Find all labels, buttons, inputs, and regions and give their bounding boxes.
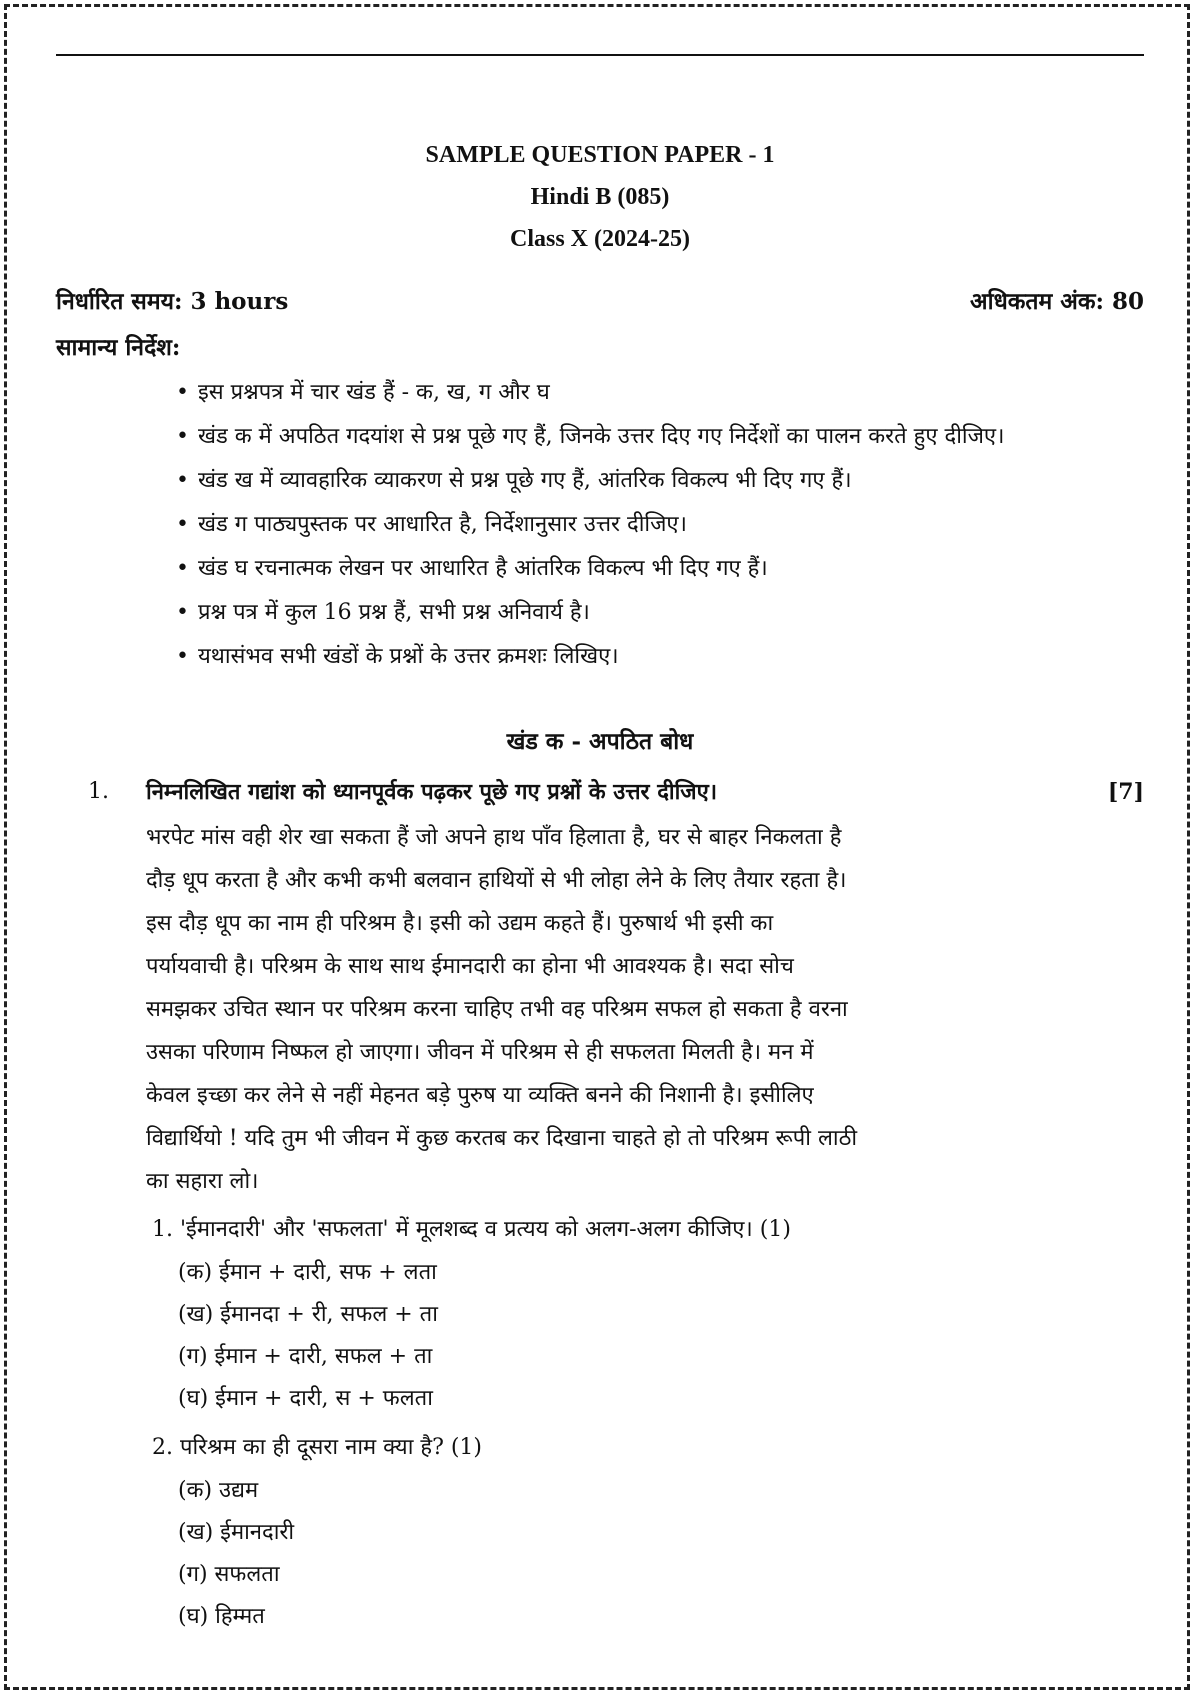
instructions-list	[176, 374, 1144, 682]
top-rule	[56, 54, 1144, 56]
question-number: 1.	[88, 779, 109, 804]
paper-title: SAMPLE QUESTION PAPER - 1	[425, 142, 775, 168]
passage-line: पर्यायवाची है। परिश्रम के साथ साथ ईमानदारी का होना भी आवश्यक है। सदा सोच	[146, 954, 794, 979]
instruction-item: • इस प्रश्नपत्र में चार खंड हैं - क, ख, ग और घ	[176, 374, 1144, 412]
answer-option: (ग) सफलता	[178, 1562, 280, 1587]
paper-subject: Hindi B (085)	[530, 184, 670, 210]
passage	[146, 816, 1144, 1203]
answer-option: (ग) ईमान + दारी, सफल + ता	[178, 1344, 433, 1369]
instruction-item: • खंड घ रचनात्मक लेखन पर आधारित है आंतरिक विकल्प भी दिए गए हैं।	[176, 550, 1144, 588]
general-instructions-title: सामान्य निर्देश:	[56, 334, 181, 361]
answer-option: (क) ईमान + दारी, सफ + लता	[178, 1260, 437, 1285]
passage-line: इस दौड़ धूप का नाम ही परिश्रम है। इसी को उद्यम कहते हैं। पुरुषार्थ भी इसी का	[146, 911, 774, 936]
sub-questions	[152, 1208, 1144, 1644]
sub-question	[152, 1208, 1144, 1420]
section-title: खंड क - अपठित बोध	[506, 728, 694, 755]
meta-row	[56, 284, 1144, 320]
instruction-item: • यथासंभव सभी खंडों के प्रश्नों के उत्तर क्रमशः लिखिए।	[176, 638, 1144, 676]
instruction-item: • खंड ग पाठ्यपुस्तक पर आधारित है, निर्देशानुसार उत्तर दीजिए।	[176, 506, 1144, 544]
sub-question-stem: 2. परिश्रम का ही दूसरा नाम क्या है? (1)	[152, 1435, 483, 1460]
sub-question	[152, 1426, 1144, 1638]
question-paper	[56, 0, 1144, 1700]
passage-line: समझकर उचित स्थान पर परिश्रम करना चाहिए तभी वह परिश्रम सफल हो सकता है वरना	[146, 997, 848, 1022]
answer-option: (घ) ईमान + दारी, स + फलता	[178, 1386, 433, 1411]
passage-line: भरपेट मांस वही शेर खा सकता हैं जो अपने हाथ पाँव हिलाता है, घर से बाहर निकलता है	[146, 825, 842, 850]
question-text: निम्नलिखित गद्यांश को ध्यानपूर्वक पढ़कर पूछे गए प्रश्नों के उत्तर दीजिए।	[146, 779, 718, 805]
passage-line: केवल इच्छा कर लेने से नहीं मेहनत बड़े पुरुष या व्यक्ति बनने की निशानी है। इसीलिए	[146, 1083, 814, 1108]
passage-line: विद्यार्थियो ! यदि तुम भी जीवन में कुछ करतब कर दिखाना चाहते हो तो परिश्रम रूपी लाठी	[146, 1126, 858, 1151]
instruction-item: • खंड ख में व्यावहारिक व्याकरण से प्रश्न पूछे गए हैं, आंतरिक विकल्प भी दिए गए हैं।	[176, 462, 1144, 500]
passage-line: उसका परिणाम निष्फल हो जाएगा। जीवन में परिश्रम से ही सफलता मिलती है। मन में	[146, 1040, 814, 1065]
question-marks: [7]	[1107, 779, 1144, 805]
paper-class: Class X (2024-25)	[510, 226, 690, 252]
max-marks: अधिकतम अंक: 80	[970, 288, 1144, 315]
answer-option: (घ) हिम्मत	[178, 1604, 265, 1629]
answer-option: (क) उद्यम	[178, 1478, 259, 1503]
instruction-item: • प्रश्न पत्र में कुल 16 प्रश्न हैं, सभी प्रश्न अनिवार्य है।	[176, 594, 1144, 632]
question-1-heading	[56, 772, 1144, 812]
passage-line: दौड़ धूप करता है और कभी कभी बलवान हाथियों से भी लोहा लेने के लिए तैयार रहता है।	[146, 868, 847, 893]
answer-option: (ख) ईमानदा + री, सफल + ता	[178, 1302, 438, 1327]
time-allowed: निर्धारित समय: 3 hours	[56, 288, 289, 315]
passage-line: का सहारा लो।	[146, 1169, 259, 1194]
sub-question-stem: 1. 'ईमानदारी' और 'सफलता' में मूलशब्द व प्रत्यय को अलग-अलग कीजिए। (1)	[152, 1217, 791, 1242]
instruction-item: • खंड क में अपठित गदयांश से प्रश्न पूछे गए हैं, जिनके उत्तर दिए गए निर्देशों का पालन करते हुए दीजिए।	[176, 418, 1144, 456]
answer-option: (ख) ईमानदारी	[178, 1520, 295, 1545]
paper-header	[56, 134, 1144, 260]
